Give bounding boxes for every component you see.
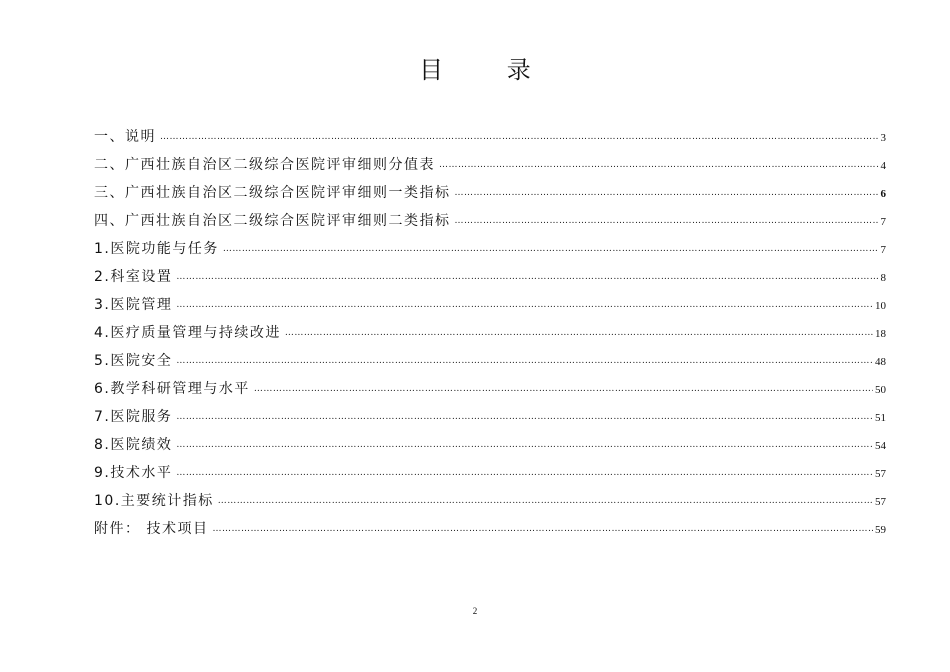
toc-entry-label: 一、说明 (94, 129, 156, 145)
toc-entry-label: 4.医疗质量管理与持续改进 (94, 325, 281, 341)
toc-entry-9[interactable] (94, 343, 886, 371)
toc-entry-label: 6.教学科研管理与水平 (94, 381, 250, 397)
dot-leader (176, 297, 873, 313)
toc-entry-page: 18 (875, 328, 886, 340)
dot-leader (455, 185, 879, 201)
toc-entry-label: 2.科室设置 (94, 269, 173, 285)
dot-leader (176, 465, 873, 481)
dot-leader (455, 213, 879, 229)
toc-entry-5[interactable] (94, 231, 886, 259)
toc-entry-label: 9.技术水平 (94, 465, 173, 481)
toc-entry-page: 6 (880, 188, 886, 200)
toc-entry-label: 3.医院管理 (94, 297, 173, 313)
toc-entry-1[interactable] (94, 119, 886, 147)
toc-entry-label: 10.主要统计指标 (94, 493, 214, 509)
toc-entry-6[interactable] (94, 259, 886, 287)
dot-leader (176, 437, 873, 453)
toc-entry-12[interactable] (94, 427, 886, 455)
toc-entry-page: 7 (880, 216, 886, 228)
table-of-contents (94, 119, 886, 539)
toc-entry-2[interactable] (94, 147, 886, 175)
toc-entry-label: 5.医院安全 (94, 353, 173, 369)
toc-entry-11[interactable] (94, 399, 886, 427)
toc-entry-15[interactable] (94, 511, 886, 539)
toc-entry-page: 48 (875, 356, 886, 368)
toc-entry-page: 10 (875, 300, 886, 312)
dot-leader (212, 521, 873, 537)
toc-entry-10[interactable] (94, 371, 886, 399)
page-title: 目 录 (419, 56, 559, 84)
toc-entry-page: 4 (880, 160, 886, 172)
toc-entry-page: 54 (875, 440, 886, 452)
dot-leader (218, 493, 873, 509)
toc-entry-label: 四、广西壮族自治区二级综合医院评审细则二类指标 (94, 213, 451, 229)
toc-entry-7[interactable] (94, 287, 886, 315)
toc-entry-label: 7.医院服务 (94, 409, 173, 425)
toc-entry-4[interactable] (94, 203, 886, 231)
dot-leader (176, 353, 873, 369)
toc-entry-page: 51 (875, 412, 886, 424)
toc-entry-label: 二、广西壮族自治区二级综合医院评审细则分值表 (94, 157, 435, 173)
dot-leader (176, 409, 873, 425)
dot-leader (160, 129, 879, 145)
toc-entry-13[interactable] (94, 455, 886, 483)
dot-leader (176, 269, 878, 285)
toc-entry-label: 附件： 技术项目 (94, 521, 209, 537)
toc-entry-page: 3 (880, 132, 886, 144)
toc-entry-page: 57 (875, 496, 886, 508)
toc-entry-page: 7 (880, 244, 886, 256)
toc-entry-page: 59 (875, 524, 886, 536)
dot-leader (223, 241, 879, 257)
dot-leader (254, 381, 873, 397)
toc-entry-page: 57 (875, 468, 886, 480)
page-number: 2 (472, 606, 478, 616)
toc-entry-3[interactable] (94, 175, 886, 203)
toc-entry-8[interactable] (94, 315, 886, 343)
dot-leader (439, 157, 879, 173)
toc-entry-label: 8.医院绩效 (94, 437, 173, 453)
dot-leader (285, 325, 873, 341)
toc-entry-label: 三、广西壮族自治区二级综合医院评审细则一类指标 (94, 185, 451, 201)
toc-entry-14[interactable] (94, 483, 886, 511)
toc-entry-label: 1.医院功能与任务 (94, 241, 219, 257)
toc-entry-page: 50 (875, 384, 886, 396)
toc-entry-page: 8 (880, 272, 886, 284)
